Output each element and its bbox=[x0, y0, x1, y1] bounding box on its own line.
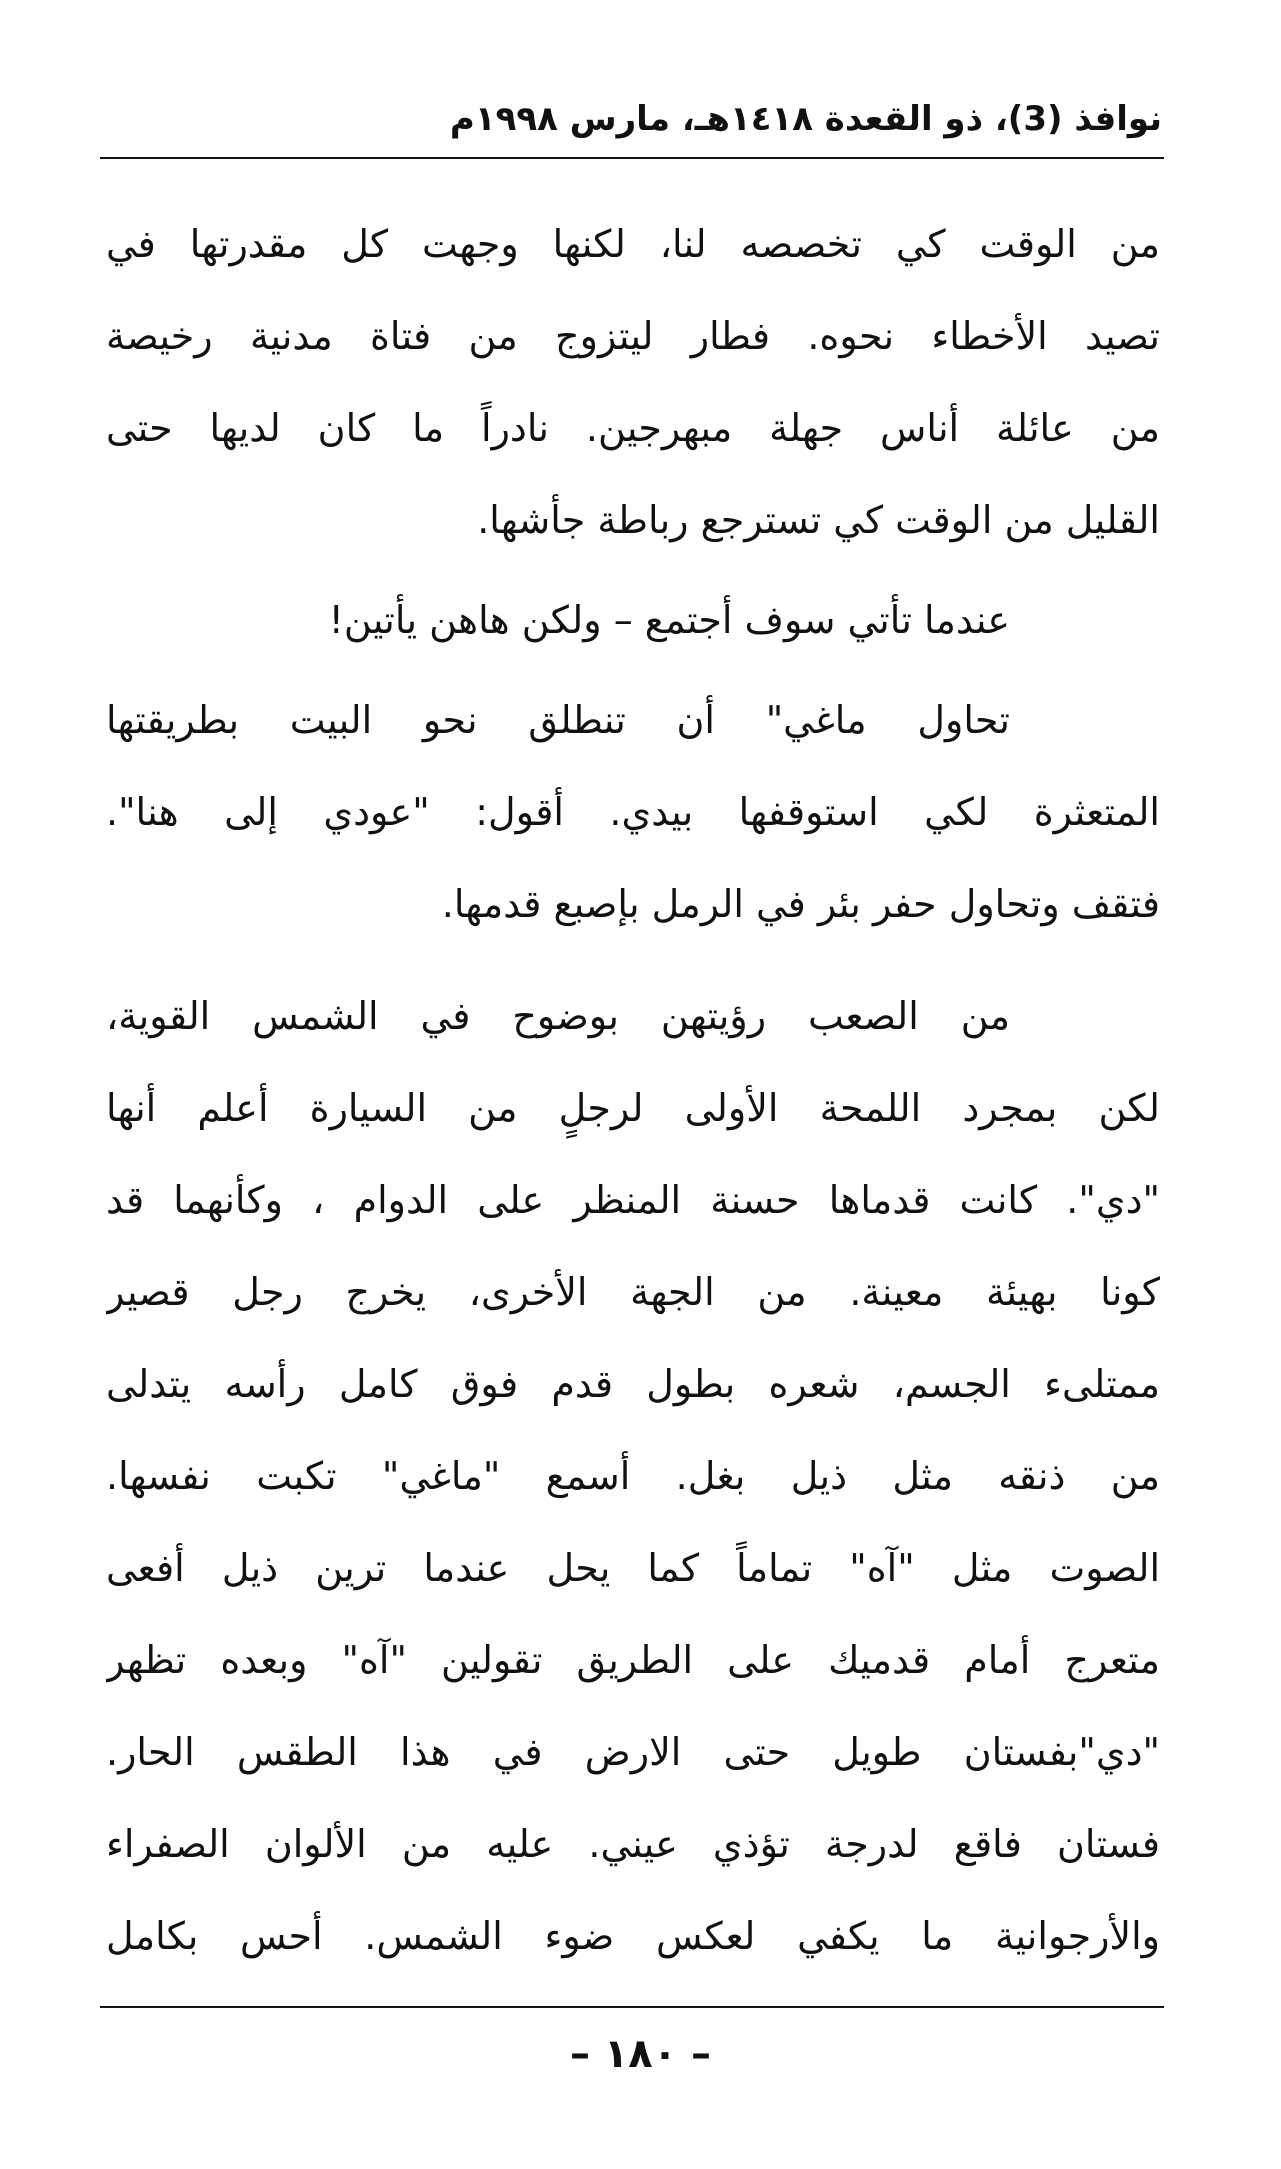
paragraph-2 bbox=[106, 574, 1160, 666]
text-line: من الوقت كي تخصصه لنا، لكنها وجهت كل مقدرتها في bbox=[106, 222, 1160, 266]
text-line: المتعثرة لكي استوقفها بيدي. أقول: "عودي إلى هنا". bbox=[106, 790, 1160, 834]
running-header: نوافذ (3)، ذو القعدة ١٤١٨هـ، مارس ١٩٩٨م bbox=[449, 99, 1162, 139]
paragraph-4 bbox=[106, 970, 1160, 1982]
footer-rule bbox=[100, 2006, 1164, 2008]
paragraph-gap bbox=[106, 950, 1160, 970]
paragraph-1 bbox=[106, 198, 1160, 566]
text-line: لكن بمجرد اللمحة الأولى لرجلٍ من السيارة أعلم أنها bbox=[106, 1086, 1160, 1130]
text-line: متعرج أمام قدميك على الطريق تقولين "آه" وبعده تظهر bbox=[106, 1638, 1160, 1682]
text-line: "دي"بفستان طويل حتى الارض في هذا الطقس الحار. bbox=[106, 1730, 1160, 1774]
text-line: كونا بهيئة معينة. من الجهة الأخرى، يخرج رجل قصير bbox=[106, 1270, 1160, 1314]
text-line: الصوت مثل "آه" تماماً كما يحل عندما ترين ذيل أفعى bbox=[106, 1546, 1160, 1590]
text-line: تحاول ماغي" أن تنطلق نحو البيت بطريقتها bbox=[106, 698, 1010, 742]
text-line: والأرجوانية ما يكفي لعكس ضوء الشمس. أحس بكامل bbox=[106, 1914, 1160, 1958]
text-line: من الصعب رؤيتهن بوضوح في الشمس القوية، bbox=[106, 994, 1010, 1038]
page-number: – ١٨٠ – bbox=[569, 2031, 712, 2077]
paragraph-3 bbox=[106, 674, 1160, 950]
text-line: من عائلة أناس جهلة مبهرجين. نادراً ما كان لديها حتى bbox=[106, 406, 1160, 450]
text-line: فستان فاقع لدرجة تؤذي عيني. عليه من الألوان الصفراء bbox=[106, 1822, 1160, 1866]
paragraph-gap bbox=[106, 666, 1160, 674]
body-text bbox=[106, 198, 1160, 1982]
header-rule bbox=[100, 157, 1164, 159]
text-line: تصيد الأخطاء نحوه. فطار ليتزوج من فتاة مدنية رخيصة bbox=[106, 314, 1160, 358]
text-line: من ذنقه مثل ذيل بغل. أسمع "ماغي" تكبت نفسها. bbox=[106, 1454, 1160, 1498]
text-line: عندما تأتي سوف أجتمع – ولكن هاهن يأتين! bbox=[328, 598, 1010, 642]
text-line: "دي". كانت قدماها حسنة المنظر على الدوام ، وكأنهما قد bbox=[106, 1178, 1160, 1222]
text-line: القليل من الوقت كي تسترجع رباطة جأشها. bbox=[477, 498, 1160, 542]
text-line: فتقف وتحاول حفر بئر في الرمل بإصبع قدمها. bbox=[441, 882, 1160, 926]
paragraph-gap bbox=[106, 566, 1160, 574]
text-line: ممتلىء الجسم، شعره بطول قدم فوق كامل رأسه يتدلى bbox=[106, 1362, 1160, 1406]
